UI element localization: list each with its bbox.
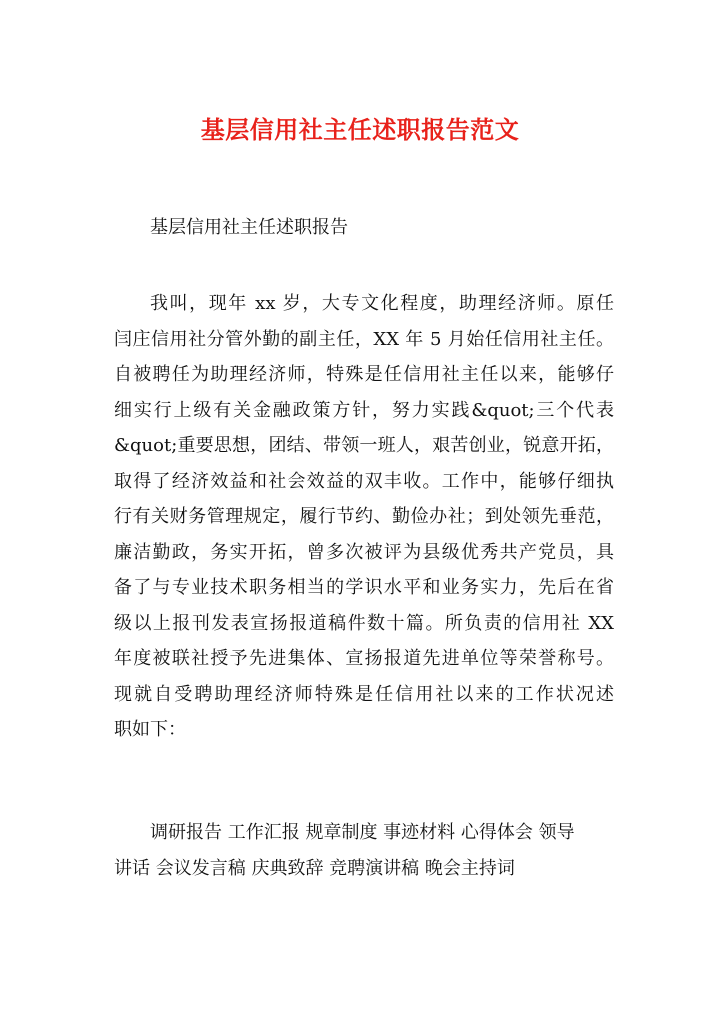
paragraph-line: 闫庄信用社分管外勤的副主任，XX 年 5 月始任信用社主任。 (114, 328, 614, 350)
paragraph-line: &quot;重要思想，团结、带领一班人，艰苦创业，锐意开拓， (114, 435, 614, 456)
paragraph-line: 细实行上级有关金融政策方针，努力实践&quot;三个代表 (114, 399, 614, 421)
related-links (114, 815, 614, 886)
paragraph-line: 级以上报刊发表宣扬报道稿件数十篇。所负责的信用社 XX (114, 612, 614, 634)
paragraph-line: 自被聘任为助理经济师，特殊是任信用社主任以来，能够仔 (114, 364, 614, 385)
paragraph-line: 年度被联社授予先进集体、宣扬报道先进单位等荣誉称号。 (114, 648, 614, 669)
paragraph-line: 备了与专业技术职务相当的学识水平和业务实力，先后在省 (114, 577, 614, 598)
document-title: 基层信用社主任述职报告范文 (200, 115, 520, 144)
document-subtitle: 基层信用社主任述职报告 (150, 217, 348, 238)
paragraph-line: 行有关财务管理规定，履行节约、勤俭办社；到处领先垂范， (114, 506, 614, 527)
paragraph-line: 取得了经济效益和社会效益的双丰收。工作中，能够仔细执 (114, 470, 614, 492)
related-links-line: 讲话 会议发言稿 庆典致辞 竞聘演讲稿 晚会主持词 (114, 857, 515, 879)
paragraph-line: 职如下： (114, 719, 186, 740)
paragraph-line: 我叫，现年 xx 岁，大专文化程度，助理经济师。原任 (150, 293, 614, 314)
paragraph-line: 现就自受聘助理经济师特殊是任信用社以来的工作状况述 (114, 683, 614, 705)
report-paragraph (114, 286, 614, 748)
related-links-line: 调研报告 工作汇报 规章制度 事迹材料 心得体会 领导 (150, 822, 575, 843)
paragraph-line: 廉洁勤政，务实开拓，曾多次被评为县级优秀共产党员，具 (114, 541, 614, 563)
